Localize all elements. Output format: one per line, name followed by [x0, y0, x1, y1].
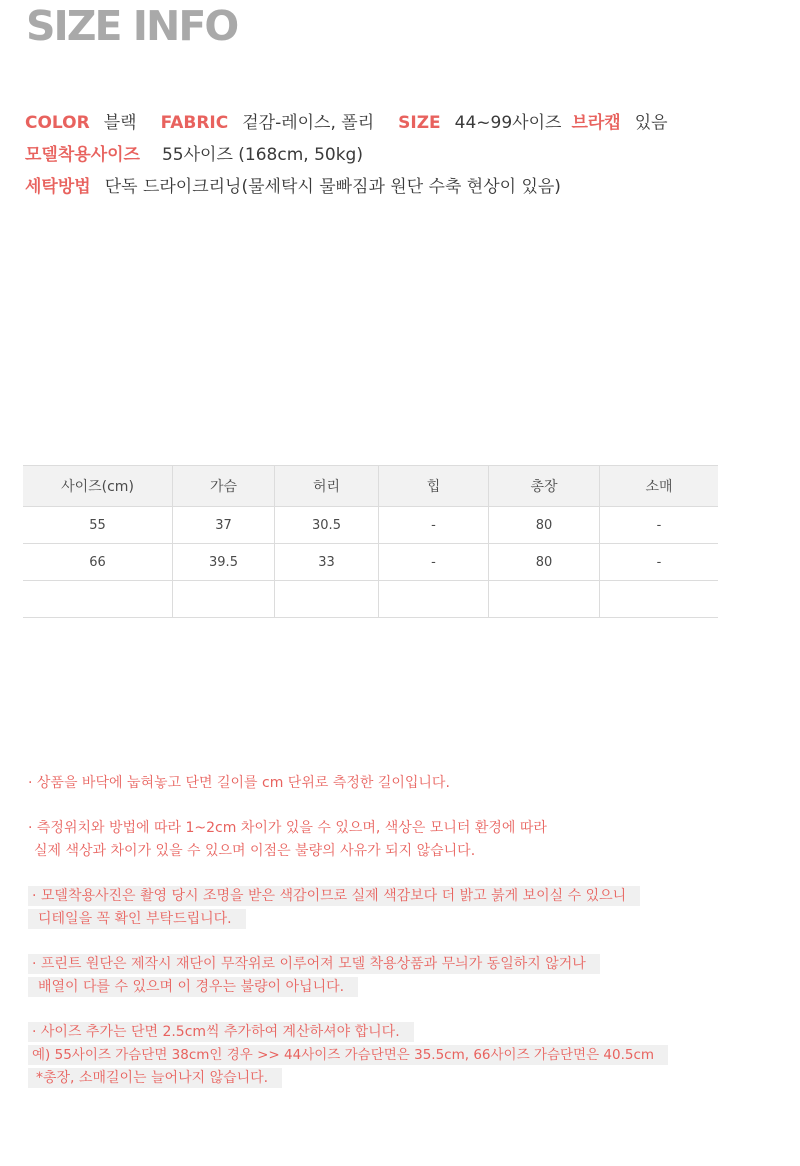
info-line-2	[25, 143, 692, 175]
color-value: 블랙	[103, 113, 137, 133]
highlighted-note: 디테일을 꼭 확인 부탁드립니다.	[28, 909, 246, 929]
product-info	[25, 111, 692, 207]
header-chest: 가슴	[173, 466, 275, 507]
table-cell: 55	[23, 507, 173, 544]
header-hip: 힙	[379, 466, 489, 507]
highlighted-note: 예) 55사이즈 가슴단면 38cm인 경우 >> 44사이즈 가슴단면은 35.5cm, 66사이즈 가슴단면은 40.5cm	[28, 1045, 668, 1065]
wash-label: 세탁방법	[25, 177, 91, 197]
table-cell: -	[379, 544, 489, 581]
header-sleeve: 소매	[600, 466, 719, 507]
table-cell: 33	[275, 544, 379, 581]
header-length: 총장	[489, 466, 600, 507]
info-line-1	[25, 111, 692, 143]
highlighted-note: · 모델착용사진은 촬영 당시 조명을 받은 색감이므로 실제 색감보다 더 밝고 붉게 보이실 수 있으니	[28, 886, 640, 906]
header-size: 사이즈(cm)	[23, 466, 173, 507]
table-row	[23, 507, 718, 544]
note-line: · 상품을 바닥에 눕혀놓고 단면 길이를 cm 단위로 측정한 길이입니다.	[28, 775, 450, 791]
note-line: · 측정위치와 방법에 따라 1~2cm 차이가 있을 수 있으며, 색상은 모니터 환경에 따라	[28, 820, 547, 836]
notes-section	[28, 772, 668, 1090]
bra-value: 있음	[634, 113, 668, 133]
size-value: 44~99사이즈	[454, 113, 562, 133]
size-table	[23, 465, 718, 618]
header-waist: 허리	[275, 466, 379, 507]
note-line	[28, 976, 668, 999]
wash-value: 단독 드라이크리닝(물세탁시 물빠짐과 원단 수축 현상이 있음)	[104, 177, 561, 197]
fabric-label: FABRIC	[160, 113, 229, 133]
table-cell	[23, 581, 173, 618]
table-cell: -	[379, 507, 489, 544]
table-cell: 80	[489, 507, 600, 544]
highlighted-note: · 사이즈 추가는 단면 2.5cm씩 추가하여 계산하셔야 합니다.	[28, 1022, 414, 1042]
table-cell	[600, 581, 719, 618]
fabric-value: 겉감-레이스, 폴리	[242, 113, 375, 133]
table-row	[23, 544, 718, 581]
table-cell: 39.5	[173, 544, 275, 581]
note-line	[28, 953, 668, 976]
table-cell	[379, 581, 489, 618]
model-size-value: 55사이즈 (168cm, 50kg)	[161, 145, 363, 165]
table-cell: 66	[23, 544, 173, 581]
table-header-row	[23, 466, 718, 507]
note-line	[28, 1044, 668, 1067]
table-cell	[173, 581, 275, 618]
table-cell: -	[600, 544, 719, 581]
note-line	[28, 885, 668, 908]
note-line	[28, 1021, 668, 1044]
model-size-label: 모델착용사이즈	[25, 145, 140, 165]
size-label: SIZE	[398, 113, 441, 133]
table-cell	[275, 581, 379, 618]
color-label: COLOR	[25, 113, 90, 133]
table-row	[23, 581, 718, 618]
highlighted-note: 배열이 다를 수 있으며 이 경우는 불량이 아닙니다.	[28, 977, 358, 997]
page-title: SIZE INFO	[26, 2, 238, 50]
info-line-3	[25, 175, 692, 207]
highlighted-note: · 프린트 원단은 제작시 재단이 무작위로 이루어져 모델 착용상품과 무늬가 동일하지 않거나	[28, 954, 600, 974]
note-line: 실제 색상과 차이가 있을 수 있으며 이점은 불량의 사유가 되지 않습니다.	[34, 843, 476, 859]
table-cell: -	[600, 507, 719, 544]
table-cell: 37	[173, 507, 275, 544]
note-line	[28, 908, 668, 931]
note-line	[28, 1067, 668, 1090]
bra-label: 브라캡	[571, 113, 621, 133]
highlighted-note: *총장, 소매길이는 늘어나지 않습니다.	[28, 1068, 282, 1088]
table-cell: 30.5	[275, 507, 379, 544]
table-cell	[489, 581, 600, 618]
table-cell: 80	[489, 544, 600, 581]
